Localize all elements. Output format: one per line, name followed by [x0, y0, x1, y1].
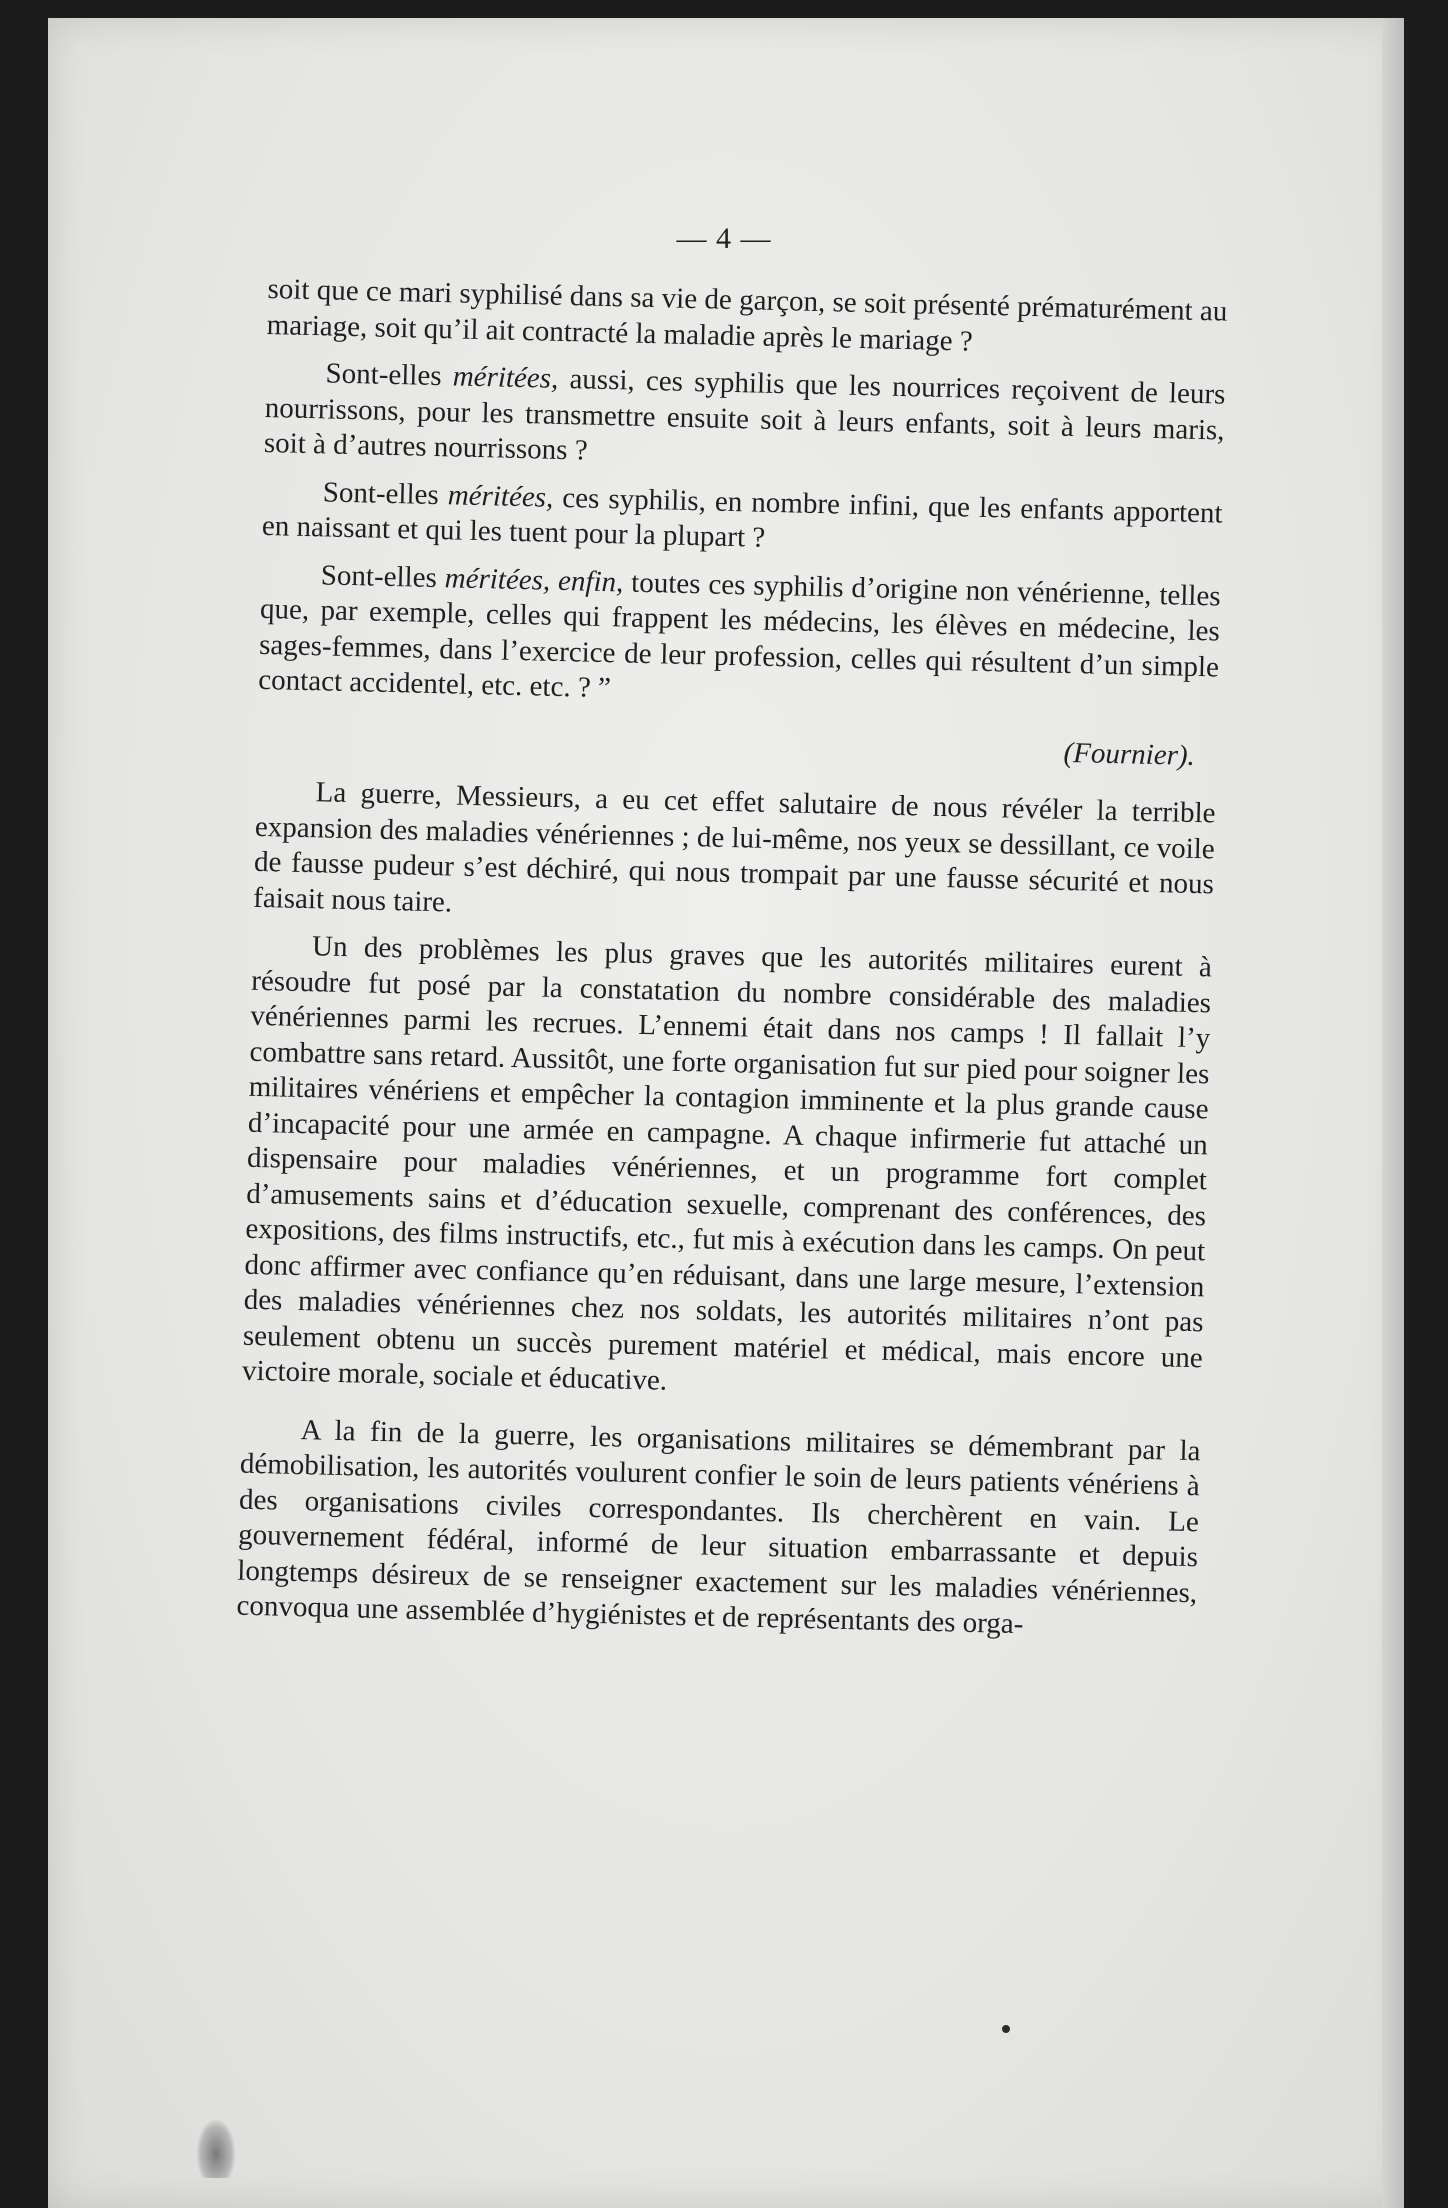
paragraph-4 — [258, 556, 1221, 721]
page-edge — [1382, 18, 1404, 2208]
italic-text: méritées, — [452, 360, 559, 395]
attribution-text: (Fournier). — [1063, 736, 1196, 772]
text-run: toutes ces syphilis d’origine non vénérienne, telles que, par exemple, celles qui frappent les médecins, les élèves en médecine, les sages-femmes, dans l’exercice de leur profession, celles qui résultent d’un simple contact accidentel, etc. etc. ? ” — [258, 565, 1222, 705]
text-run: Un des problèmes les plus graves que les autorités militaires eurent à résoudre fut posé par la constatation du nombre considérable des maladies vénériennes parmi les recrues. L’ennemi était dans nos camps ! Il fallait l’y combattre sans retard. Aussitôt, une forte organisation fut sur pied pour soigner les militaires vénériens et empêcher la contagion imminente et la plus grande cause d’incapacité pour une armée en campagne. A chaque infirmerie fut attaché un dispensaire pour maladies vénériennes, et un programme fort complet d’amusements sains et d’éducation sexuelle, comprenant des conférences, des expositions, des films instructifs, etc., fut mis à exécution dans les camps. On peut donc affirmer avec confiance qu’en réduisant, dans une large mesure, l’extension des maladies vénériennes chez nos soldats, les autorités militaires n’ont pas seulement obtenu un succès purement matériel et médical, mais encore une victoire morale, sociale et éducative. — [241, 930, 1213, 1397]
body-text — [236, 272, 1228, 1647]
paragraph-5 — [253, 774, 1216, 939]
text-run: La guerre, Messieurs, a eu cet effet salutaire de nous révéler la terrible expansion des maladies vénériennes ; de lui-même, nos yeux se dessillant, ce voile de fausse pudeur s’est déchiré, qui nous trompait par une fausse sécurité et nous faisait nous taire. — [252, 776, 1216, 919]
text-run: Sont-elles — [320, 558, 446, 594]
text-run: A la fin de la guerre, les organisations militaires se démembrant par la démobilisation, les autorités voulurent confier le soin de leurs patients vénériens à des organisations civiles correspondantes. Ils cherchèrent en vain. Le gouvernement fédéral, informé de leur situation embarrassante et depuis longtemps désireux de se renseigner exactement sur les maladies vénériennes, convoqua une assemblée d’hygiénistes et de représentants des orga- — [236, 1413, 1201, 1641]
italic-text: méritées, enfin, — [444, 561, 624, 598]
ink-speck — [1002, 2025, 1010, 2033]
page-number: — 4 — — [676, 222, 772, 255]
text-run: Sont-elles — [325, 357, 454, 393]
clip-mark — [196, 2118, 236, 2178]
text-run: soit que ce mari syphilisé dans sa vie de garçon, se soit présenté prématurément au mariage, soit qu’il ait contracté la maladie après le mariage ? — [266, 272, 1228, 358]
text-run: ces syphilis, en nombre infini, que les enfants apportent en naissant et qui les tuent pour la plupart ? — [261, 481, 1223, 554]
italic-text: méritées, — [447, 478, 554, 514]
text-run: aussi, ces syphilis que les nourrices reçoivent de leurs nourrissons, pour les transmettre ensuite soit à leurs enfants, soit à leurs maris, soit à d’autres nourrissons ? — [263, 362, 1226, 467]
text-run: Sont-elles — [322, 475, 449, 511]
paragraph-2 — [264, 355, 1226, 484]
attribution — [257, 716, 1218, 774]
paragraph-3 — [262, 473, 1223, 567]
paragraph-7 — [236, 1411, 1201, 1647]
paragraph-6 — [242, 928, 1213, 1412]
